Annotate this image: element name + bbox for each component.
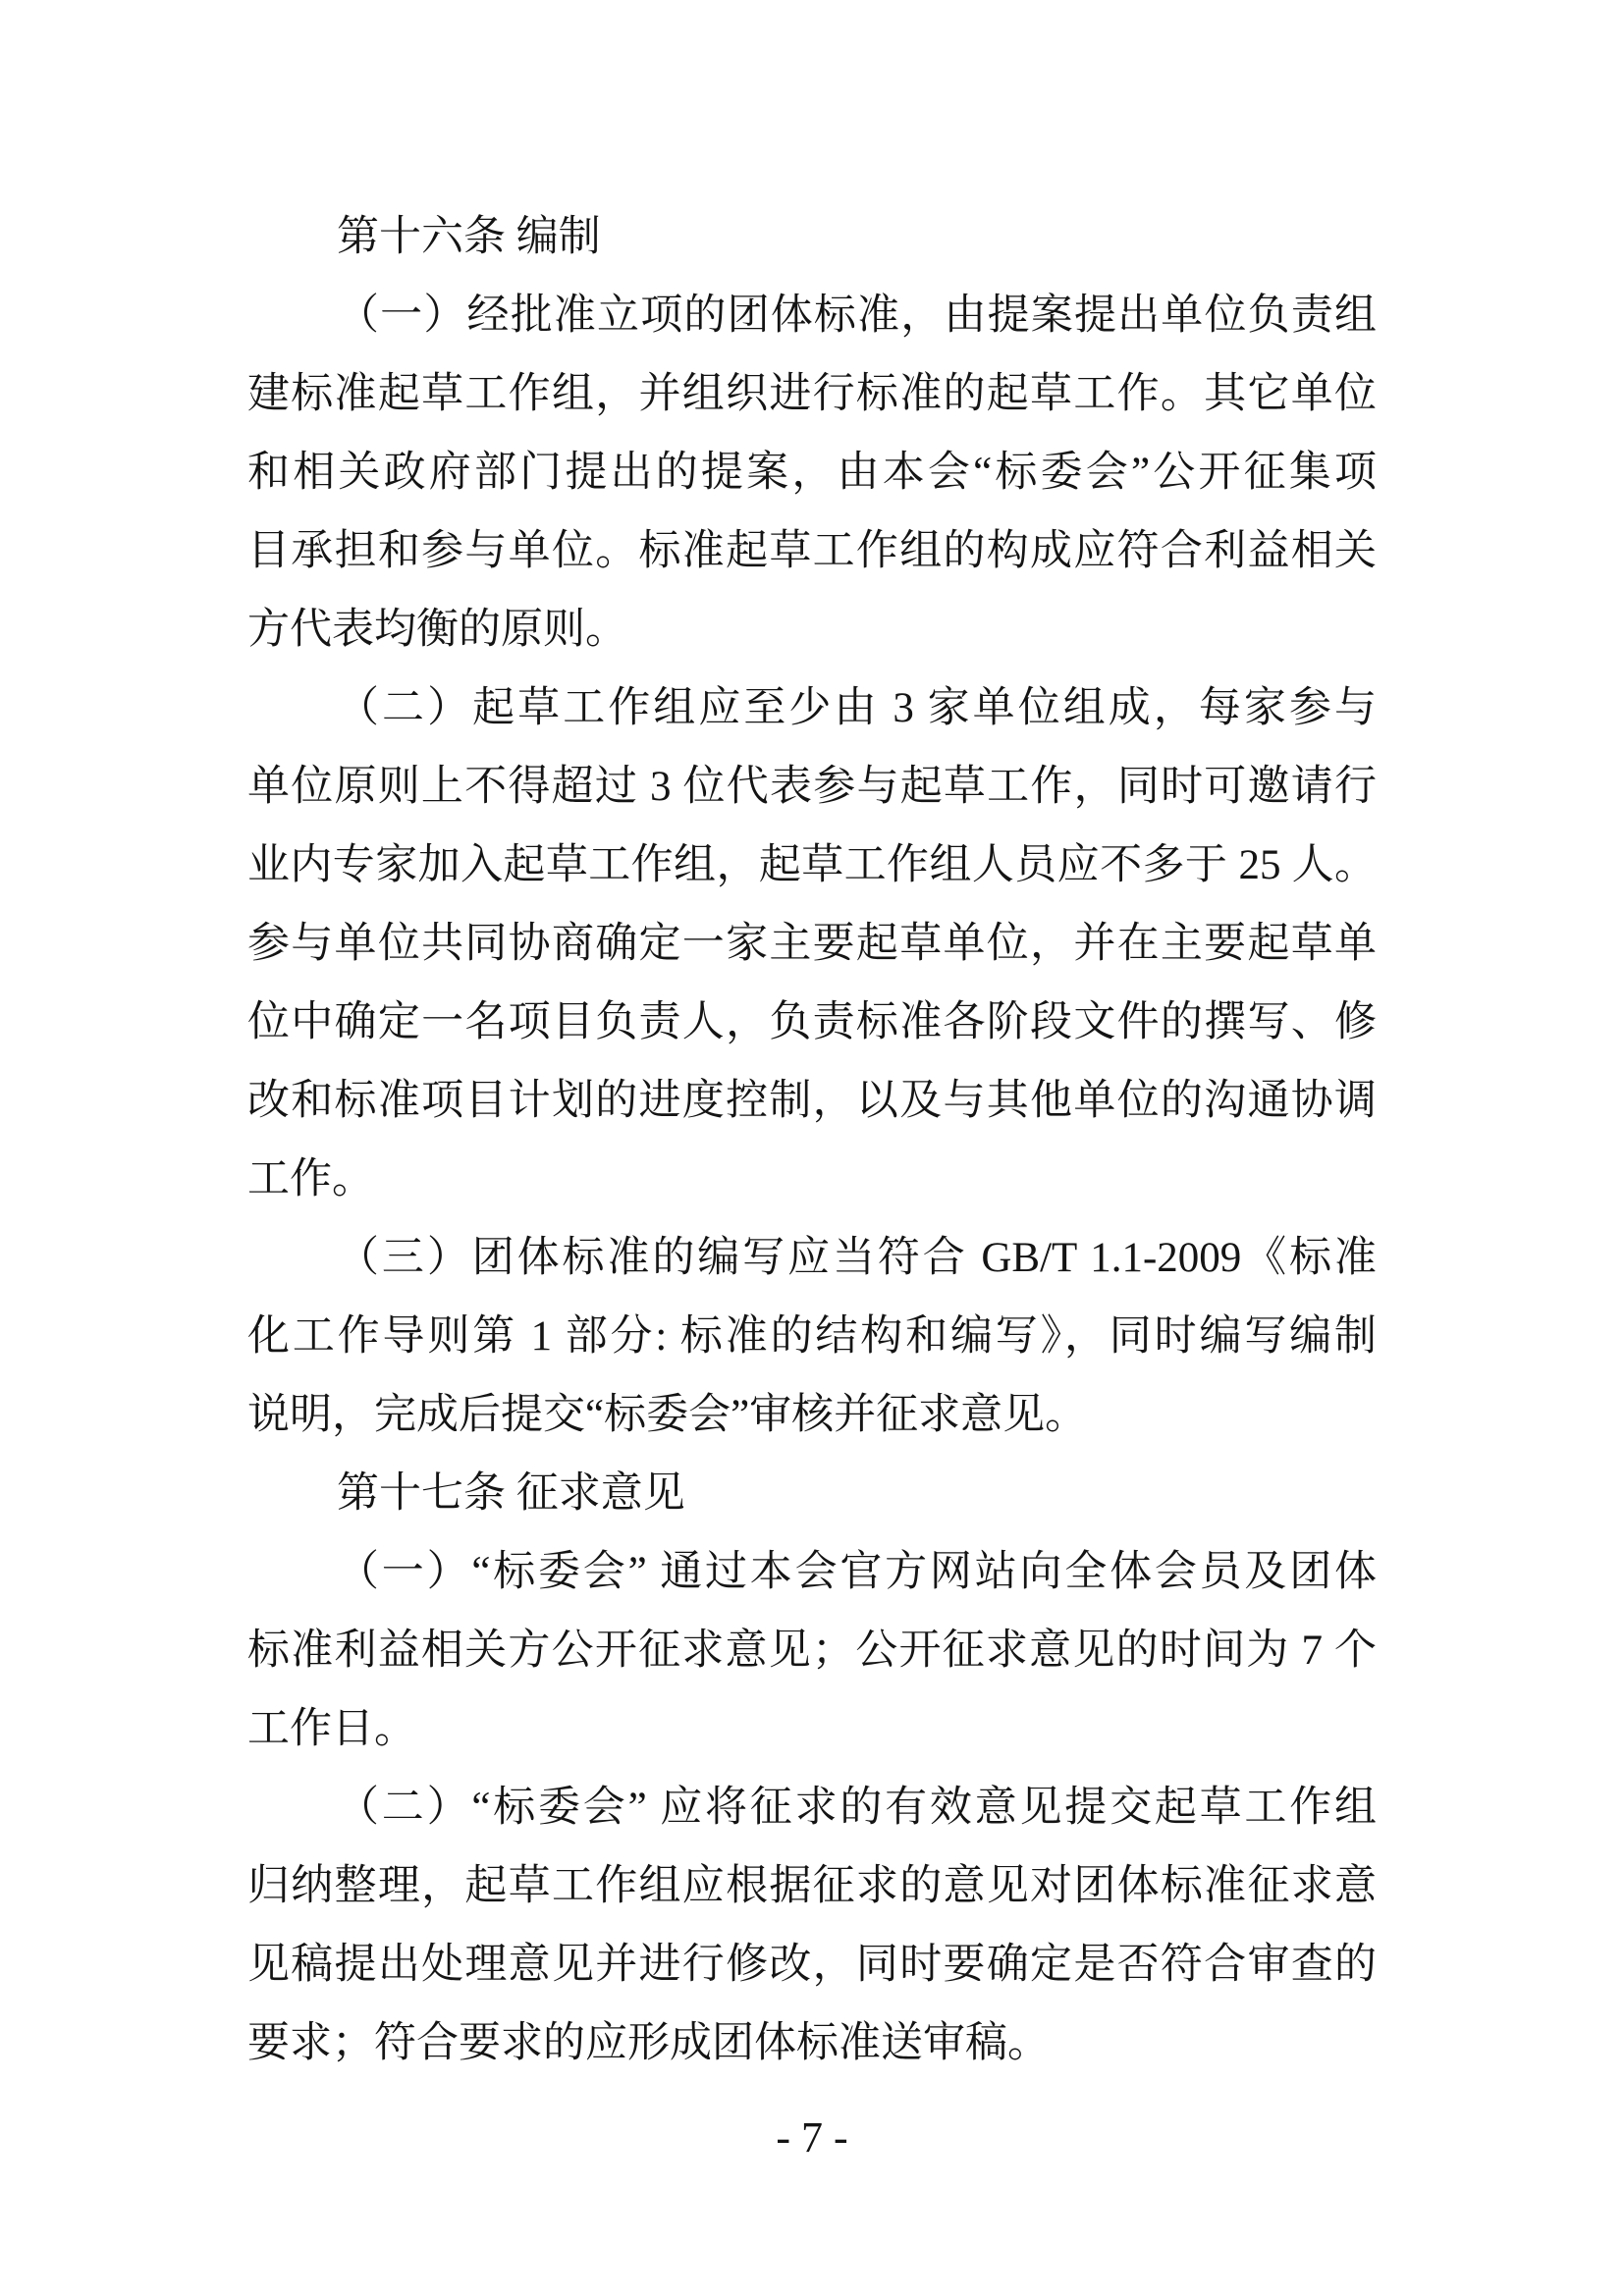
clause-line: 工作日。 [247,1706,416,1752]
clause-line: 说明，完成后提交“标委会”审核并征求意见。 [247,1392,1088,1438]
clause-line: （一）经批准立项的团体标准，由提案提出单位负责组 [337,293,1377,339]
clause-line: 见稿提出处理意见并进行修改，同时要确定是否符合审查的 [247,1942,1377,1988]
clause-line: 要求；符合要求的应形成团体标准送审稿。 [247,2020,1050,2066]
document-body [247,198,1377,2083]
clause-line: （一）“标委会” 通过本会官方网站向全体会员及团体 [337,1549,1377,1595]
article-heading-line: 第十七条 征求意见 [337,1470,685,1517]
clause-line: （三）团体标准的编写应当符合 GB/T 1.1-2009《标准 [337,1235,1377,1281]
page-number: - 7 - [776,2113,848,2162]
clause-line: 目承担和参与单位。标准起草工作组的构成应符合利益相关 [247,528,1377,574]
clause-line: 改和标准项目计划的进度控制，以及与其他单位的沟通协调 [247,1078,1377,1124]
article-heading-line: 第十六条 编制 [337,214,601,260]
clause-line: 和相关政府部门提出的提案，由本会“标委会”公开征集项 [247,450,1377,496]
clause-line: 标准利益相关方公开征求意见；公开征求意见的时间为 7 个 [247,1628,1377,1674]
clause-line: （二）起草工作组应至少由 3 家单位组成，每家参与 [337,685,1377,731]
clause-line: 工作。 [247,1156,374,1202]
clause-line: 建标准起草工作组，并组织进行标准的起草工作。其它单位 [247,371,1377,417]
clause-line: 参与单位共同协商确定一家主要起草单位，并在主要起草单 [247,921,1377,967]
clause-line: 单位原则上不得超过 3 位代表参与起草工作，同时可邀请行 [247,764,1377,810]
clause-line: （二）“标委会” 应将征求的有效意见提交起草工作组 [337,1785,1377,1831]
clause-line: 化工作导则第 1 部分: 标准的结构和编写》，同时编写编制 [247,1313,1377,1360]
clause-line: 归纳整理，起草工作组应根据征求的意见对团体标准征求意 [247,1863,1377,1909]
clause-line: 位中确定一名项目负责人，负责标准各阶段文件的撰写、修 [247,999,1377,1045]
clause-line: 方代表均衡的原则。 [247,607,627,653]
clause-line: 业内专家加入起草工作组，起草工作组人员应不多于 25 人。 [247,842,1377,888]
